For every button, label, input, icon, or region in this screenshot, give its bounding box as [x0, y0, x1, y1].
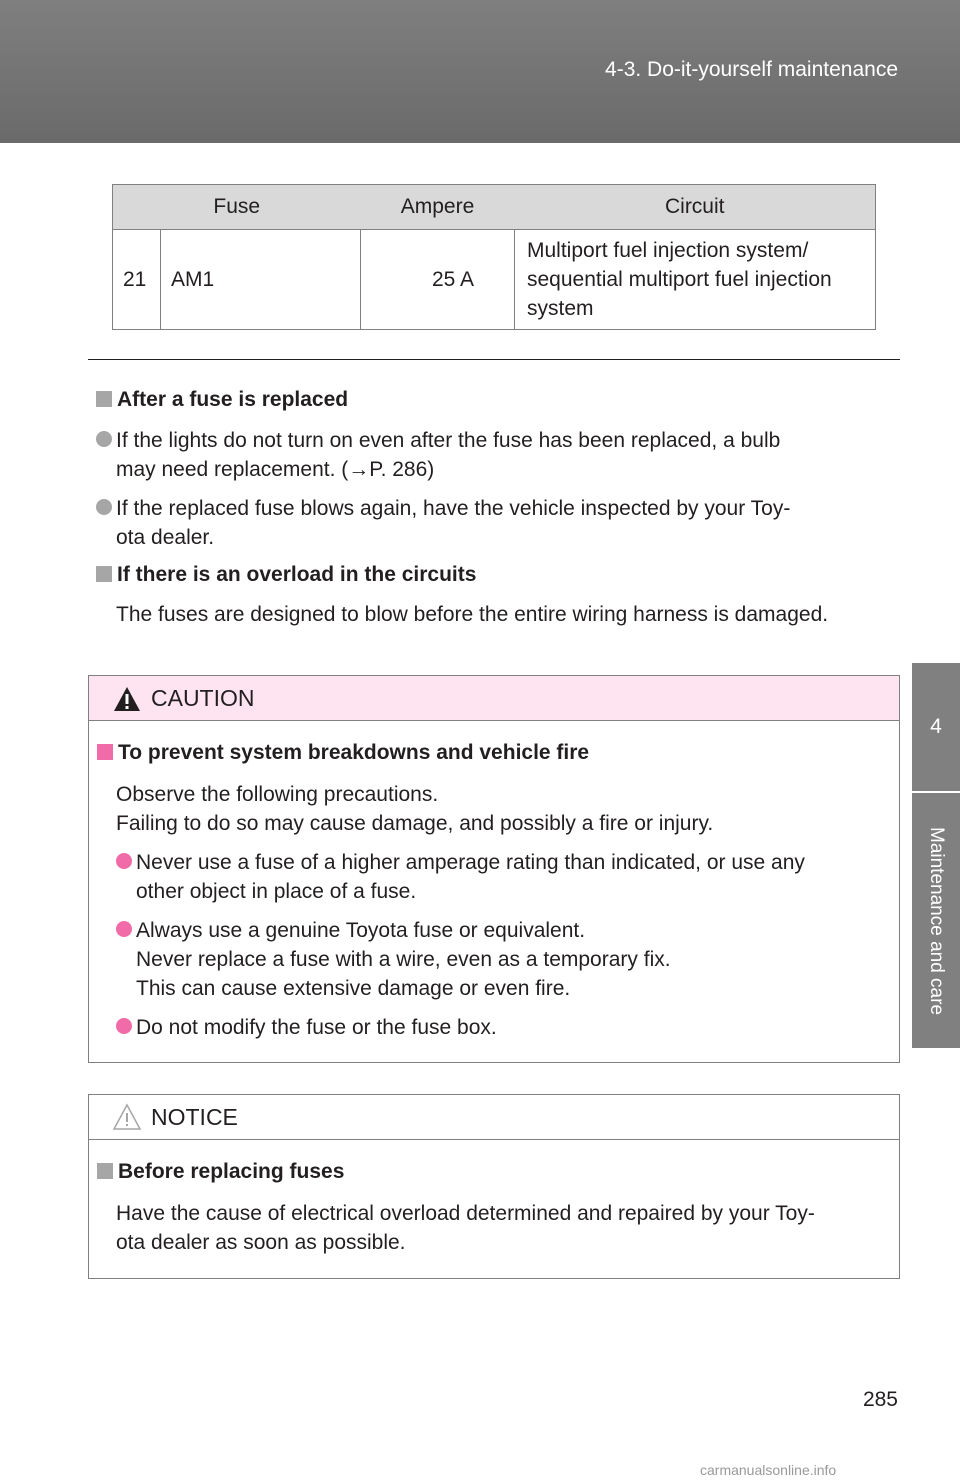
notice-box	[88, 1094, 900, 1279]
bullet-line: Never use a fuse of a higher amperage rating than indicated, or use any	[136, 851, 805, 874]
heading-text: Before replacing fuses	[118, 1160, 345, 1183]
section-title: 4-3. Do-it-yourself maintenance	[605, 58, 898, 81]
fuse-number: 21	[113, 230, 161, 330]
heading-text: If there is an overload in the circuits	[117, 563, 477, 586]
column-header-ampere: Ampere	[361, 185, 515, 230]
square-bullet-icon	[97, 744, 113, 760]
fuse-circuit	[515, 230, 876, 330]
caution-header	[89, 676, 899, 721]
chapter-label: Maintenance and care	[926, 826, 947, 1015]
fuse-name: AM1	[161, 230, 361, 330]
section-heading-after-replaced	[96, 388, 348, 412]
overload-text: The fuses are designed to blow before the entire wiring harness is damaged.	[116, 603, 829, 626]
chapter-number: 4	[930, 715, 942, 738]
circle-bullet-icon	[116, 1018, 132, 1034]
caution-heading	[97, 741, 589, 765]
caution-label: CAUTION	[151, 685, 255, 711]
list-item	[116, 916, 892, 1003]
notice-text	[116, 1199, 892, 1257]
bullet-line: If the lights do not turn on even after the fuse has been replaced, a bulb	[116, 429, 781, 452]
warning-triangle-icon	[113, 686, 141, 712]
notice-label: NOTICE	[151, 1104, 238, 1130]
page-number: 285	[862, 1388, 898, 1411]
square-bullet-icon	[97, 1163, 113, 1179]
square-bullet-icon	[96, 391, 112, 407]
heading-text: To prevent system breakdowns and vehicle fire	[118, 741, 590, 764]
notice-line: ota dealer as soon as possible.	[116, 1231, 406, 1254]
list-item	[116, 1013, 892, 1042]
bullet-line: other object in place of a fuse.	[136, 880, 417, 903]
bullet-line: If the replaced fuse blows again, have the vehicle inspected by your Toy-	[116, 497, 791, 520]
chapter-tab-label[interactable]	[912, 793, 960, 1048]
heading-text: After a fuse is replaced	[117, 388, 349, 411]
watermark: carmanualsonline.info	[700, 1462, 837, 1478]
divider	[88, 359, 900, 360]
notice-heading	[97, 1160, 344, 1184]
section-heading-overload	[96, 563, 476, 587]
list-item	[96, 426, 888, 484]
circle-bullet-icon	[116, 853, 132, 869]
square-bullet-icon	[96, 566, 112, 582]
notice-triangle-icon	[113, 1103, 141, 1131]
circle-bullet-icon	[96, 431, 112, 447]
table-row	[113, 230, 876, 330]
column-header-fuse: Fuse	[113, 185, 361, 230]
notice-line: Have the cause of electrical overload determined and repaired by your Toy-	[116, 1202, 815, 1225]
bullet-line: Never replace a fuse with a wire, even as a temporary fix.	[136, 948, 671, 971]
bullet-line: may need replacement. (→P. 286)	[116, 458, 435, 481]
column-header-circuit: Circuit	[515, 185, 876, 230]
bullet-line: Always use a genuine Toyota fuse or equivalent.	[136, 919, 586, 942]
bullet-line: ota dealer.	[116, 526, 215, 549]
caution-box	[88, 675, 900, 1063]
circuit-line: Multiport fuel injection system/	[527, 239, 809, 262]
caution-intro	[116, 780, 713, 838]
circuit-line: system	[527, 297, 594, 320]
intro-line: Failing to do so may cause damage, and possibly a fire or injury.	[116, 812, 714, 835]
chapter-tab-number[interactable]	[912, 663, 960, 791]
list-item	[116, 848, 892, 906]
fuse-ampere: 25 A	[361, 230, 515, 330]
fuse-table	[112, 184, 876, 330]
notice-header	[89, 1095, 899, 1140]
page-header	[0, 0, 960, 143]
bullet-line: This can cause extensive damage or even fire.	[136, 977, 571, 1000]
circle-bullet-icon	[116, 921, 132, 937]
bullet-line: Do not modify the fuse or the fuse box.	[136, 1016, 497, 1039]
circle-bullet-icon	[96, 499, 112, 515]
intro-line: Observe the following precautions.	[116, 783, 439, 806]
circuit-line: sequential multiport fuel injection	[527, 268, 832, 291]
list-item	[96, 494, 888, 552]
